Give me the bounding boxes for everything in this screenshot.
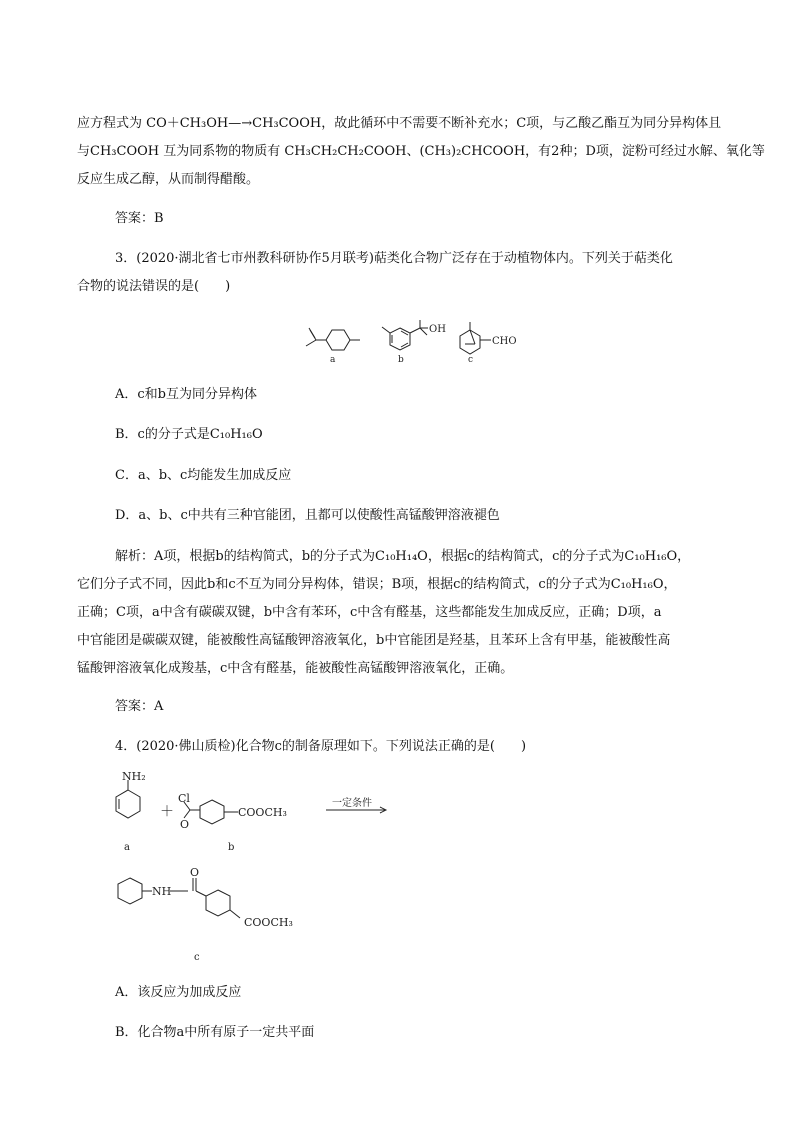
q3-explanation-3: 正确；C项，a中含有碳碳双键，b中含有苯环，c中含有醛基，这些都能发生加成反应，正确；D项，a [77, 605, 662, 620]
label-c: c [194, 952, 200, 963]
answer-q3: 答案：A [115, 699, 164, 714]
cl-text: Cl [178, 792, 190, 805]
structure-c-ring [460, 330, 480, 354]
nh-text: NH [152, 885, 172, 898]
label-a: a [124, 842, 130, 853]
aniline-ring [116, 790, 140, 818]
product-aniline-ring [118, 878, 142, 904]
o-text-b: O [180, 818, 190, 831]
nh2-text: NH₂ [122, 770, 146, 783]
answer-prev: 答案：B [115, 211, 164, 226]
product-benzoate-ring [206, 890, 230, 916]
q3-structures [300, 318, 530, 366]
benzoate-ring [200, 800, 224, 824]
cooch3-text-c: COOCH₃ [244, 916, 293, 929]
q3-option-c: C．a、b、c均能发生加成反应 [115, 468, 292, 483]
q3-explanation-4: 中官能团是碳碳双键，能被酸性高锰酸钾溶液氧化，b中官能团是羟基，且苯环上含有甲基，能被酸性高 [77, 633, 671, 648]
q3-stem-2: 合物的说法错误的是( ) [77, 279, 231, 294]
label-b: b [228, 842, 235, 853]
prev-line-1: 应方程式为 CO＋CH₃OH—→CH₃COOH，故此循环中不需要不断补充水；C项，与乙酸乙酯互为同分异构体且 [77, 116, 722, 131]
q4-reaction-scheme [108, 768, 408, 968]
plus-sign: ＋ [160, 804, 174, 820]
q4-stem: 4．(2020·佛山质检)化合物c的制备原理如下。下列说法正确的是( ) [115, 739, 527, 754]
q4-option-a: A．该反应为加成反应 [115, 985, 242, 1000]
reaction-condition: 一定条件 [332, 798, 372, 809]
structure-a-ring [326, 330, 350, 350]
q3-stem-1: 3．(2020·湖北省七市州教科研协作5月联考)萜类化合物广泛存在于动植物体内。下列关于萜类化 [115, 251, 673, 266]
q3-explanation-2: 它们分子式不同，因此b和c不互为同分异构体，错误；B项，根据c的结构简式，c的分子式为C₁₀H₁₆O， [77, 577, 677, 592]
cho-text: CHO [492, 336, 517, 347]
structure-c-label: c [468, 355, 474, 365]
structure-b-ring [390, 328, 410, 350]
cooch3-text-b: COOCH₃ [238, 806, 287, 819]
prev-line-2: 与CH₃COOH 互为同系物的物质有 CH₃CH₂CH₂COOH、(CH₃)₂CHCOOH，有2种；D项，淀粉可经过水解、氧化等 [77, 144, 765, 159]
prev-line-3: 反应生成乙醇，从而制得醋酸。 [77, 172, 260, 187]
q3-option-a: A．c和b互为同分异构体 [115, 387, 257, 402]
structure-a-label: a [330, 355, 336, 365]
q3-explanation-1: 解析：A项，根据b的结构简式，b的分子式为C₁₀H₁₄O，根据c的结构简式，c的分子式为C₁₀H₁₆O， [115, 549, 691, 564]
structure-b-label: b [398, 355, 404, 365]
q4-option-b: B．化合物a中所有原子一定共平面 [115, 1025, 315, 1040]
q3-explanation-5: 锰酸钾溶液氧化成羧基，c中含有醛基，能被酸性高锰酸钾溶液氧化，正确。 [77, 661, 514, 676]
q3-option-d: D．a、b、c中共有三种官能团，且都可以使酸性高锰酸钾溶液褪色 [115, 508, 500, 523]
o-text-c: O [190, 866, 200, 879]
q3-option-b: B．c的分子式是C₁₀H₁₆O [115, 427, 263, 442]
oh-text: OH [429, 324, 446, 335]
